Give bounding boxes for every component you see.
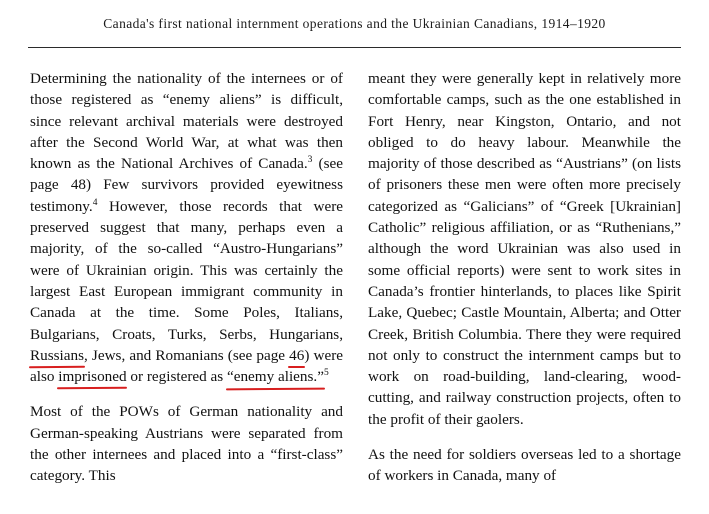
text-segment: (see page 48) Few survivors provided eyewitness testimony. [30,155,343,215]
red-underline-annotation-enemy-aliens: “enemy aliens.” [227,366,324,387]
footnote-marker-3: 3 [307,155,313,166]
text-segment: However, those records that were preserved suggest that many, perhaps even a majority, of the so-called “Austro-Hungarians” were of Ukrainian origin. This was certainly the largest East European immigrant community in Canada at the time. Some Poles, Italians, Bulgarians, Croats, Turks, Serbs, Hungarians, [30,197,343,343]
paragraph-left-1 [30,68,343,387]
running-head: Canada's first national internment operations and the Ukrainian Canadians, 1914–1920 [103,16,606,31]
right-column [368,68,681,508]
text-segment: ) were also [30,346,343,386]
red-underline-annotation-page-number: 46 [289,345,304,366]
footnote-marker-4: 4 [92,197,98,208]
footnote-marker-5: 5 [323,368,329,379]
paragraph-right-2: As the need for soldiers overseas led to a shortage of workers in Canada, many of [368,446,681,485]
left-column [30,68,343,508]
text-segment: , Jews, and Romanians (see page [84,346,290,364]
text-segment: Determining the nationality of the internees or of those registered as “enemy aliens” is difficult, since relevant archival materials were destroyed after the Second World War, at what was then known as the National Archives of Canada. [30,70,343,173]
text-segment: or registered as [126,368,227,386]
two-column-text-body [30,68,681,508]
red-underline-annotation-imprisoned: imprisoned [58,366,126,387]
paragraph-left-2: Most of the POWs of German nationality and German-speaking Austrians were separated from the other internees and placed into a “first-class” category. This [30,403,343,485]
red-underline-annotation-russians: Russians [30,345,84,366]
header-rule [28,47,681,48]
paragraph-right-1: meant they were generally kept in relatively more comfortable camps, such as the one established in Fort Henry, near Kingston, Ontario, and not obliged to do heavy labour. Meanwhile the majority of those described as “Austrians” (on lists of prisoners these men were often more precisely categorized as “Galicians” of “Greek [Ukrainian] Catholic” religious affiliation, or as “Ruthenians,” although the word Ukrainian was also used in some official reports) were sent to work sites in Canada’s frontier hinterlands, to places like Spirit Lake, Quebec; Castle Mountain, Alberta; and Otter Creek, British Columbia. There they were required not only to construct the internment camps but to work on road-building, land-clearing, wood-cutting, and railway construction projects, often to the profit of their gaolers. [368,70,681,428]
